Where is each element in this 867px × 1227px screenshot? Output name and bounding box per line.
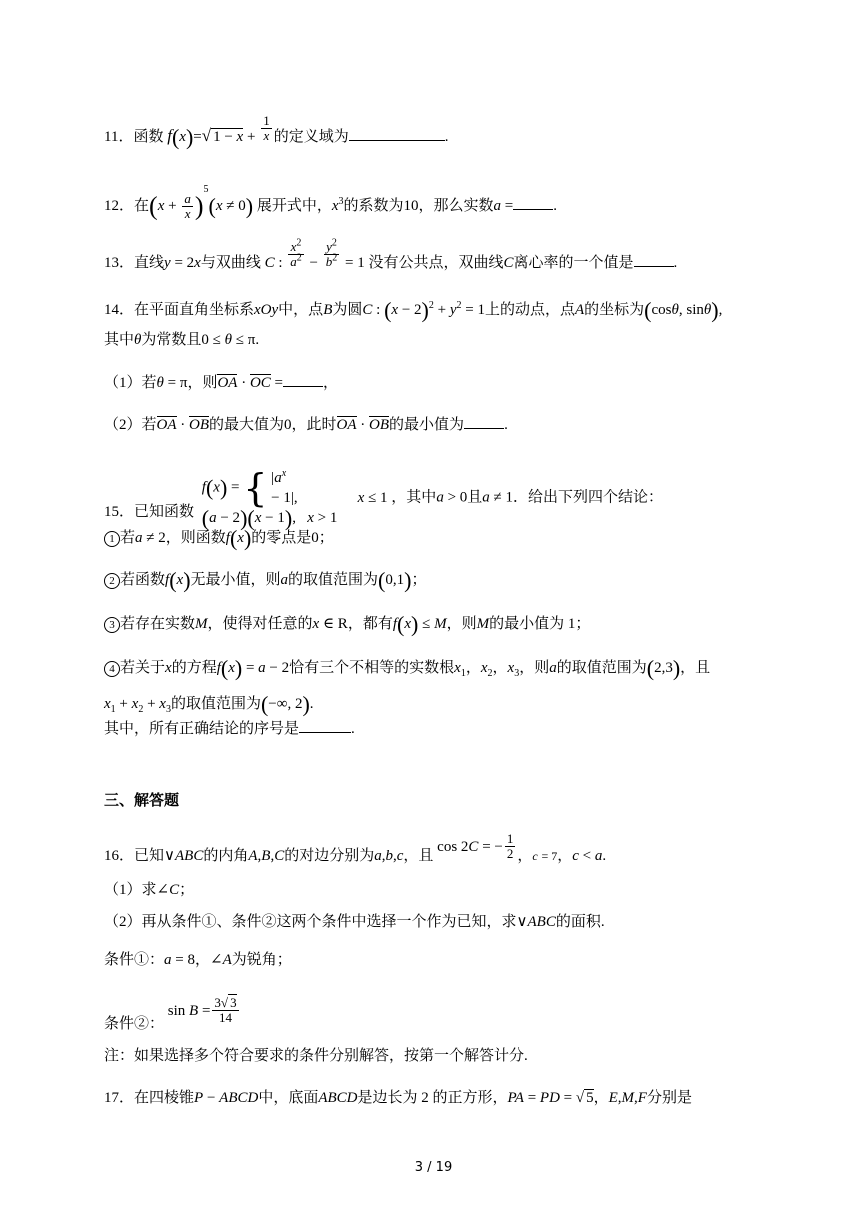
page-number: 3 / 19 [414,1160,453,1175]
section-heading: 三、解答题 [104,791,180,809]
question-14-line-2: 其中θ为常数且0 ≤ θ ≤ π. [104,332,260,348]
conclusion-2: 2 若函数f(x)无最小值，则a的取值范围为(0,1)； [104,570,426,591]
circled-2-icon: 2 [104,573,120,589]
conclusion-4: 4 若关于x的方程f(x) = a − 2恰有三个不相等的实数根$x_1$，$x_2$，$x_3$，则a的取值范围为(2,3)，且 [104,658,710,679]
question-16-part-1: （1）求∠C； [104,882,195,898]
circled-3-icon: 3 [104,617,120,633]
answer-blank-14-2[interactable] [464,414,504,429]
question-12: 12．在(x + $\frac{a}{x}$ )$^5$(x ≠ 0) 展开式中，$x^3$的系数为10，那么实数a = . [104,184,557,222]
question-14-part-1: （1）若θ = π，则OA · OC = ， [104,372,338,393]
question-14-part-2: （2）若OA · OB的最大值为0，此时OA · OB的最小值为 . [104,414,508,435]
condition-2: 条件②： sin B = $\frac{3√ 3}{14}$ [104,995,237,1032]
conclusion-1: 1 若a ≠ 2，则函数f(x)的零点是0； [104,528,334,549]
circled-1-icon: 1 [104,531,120,547]
question-13: 13．直线y = 2x与双曲线 C : $\frac{x^2}{a^2}$ − $\frac{y^2}{b^2}$ = 1 没有公共点，双曲线C离心率的一个值是 . [104,237,678,271]
piecewise-function: f(x) = { $|a^x$ − 1|, x ≤ 1 (a − 2)(x − 1), x > 1 [201,466,388,531]
question-16-part-2: （2）再从条件①、条件②这两个条件中选择一个作为已知，求∨ABC的面积. [104,914,605,930]
circled-4-icon: 4 [104,661,120,677]
condition-1: 条件①：a = 8，∠A为锐角； [104,952,292,968]
question-14: 14．在平面直角坐标系xOy中，点B为圆C : $(x - 2)^2 + y^2 = 1$上的动点，点A的坐标为(cosθ, sinθ), [104,297,723,323]
question-15-final: 其中，所有正确结论的序号是 . [104,718,355,739]
question-16: 16．已知∨ABC的内角A,B,C的对边分别为a,b,c，且 cos 2C = − $\frac{1}{2}$ ，c = 7，c < a. [104,831,607,864]
question-15: 15．已知函数 f(x) = { $|a^x$ − 1|, x ≤ 1 (a − 2)(x − 1), x > 1 ，其中a > 0且a ≠ 1．给出下列四个结论： [104,466,664,531]
answer-blank-13[interactable] [634,252,674,267]
conclusion-3: 3 若存在实数M，使得对任意的x ∈ R，都有f(x) ≤ M，则M的最小值为 1； [104,614,590,635]
question-17: 17．在四棱锥P − ABCD中，底面ABCD是边长为 2 的正方形，PA = PD = √ 5，E,M,F分别是 [104,1090,692,1106]
answer-blank-12[interactable] [513,195,553,210]
answer-blank-15[interactable] [299,718,351,733]
question-11: 11．函数 f(x)=√ 1 − x + $\frac{1}{x}$ 的定义域为 . [104,113,449,150]
conclusion-4-line-2: $x_1 + x_2 + x_3$的取值范围为(−∞, 2). [104,691,314,717]
answer-blank-14-1[interactable] [283,372,323,387]
answer-blank-11[interactable] [349,126,445,141]
note: 注：如果选择多个符合要求的条件分别解答，按第一个解答计分. [104,1048,528,1064]
